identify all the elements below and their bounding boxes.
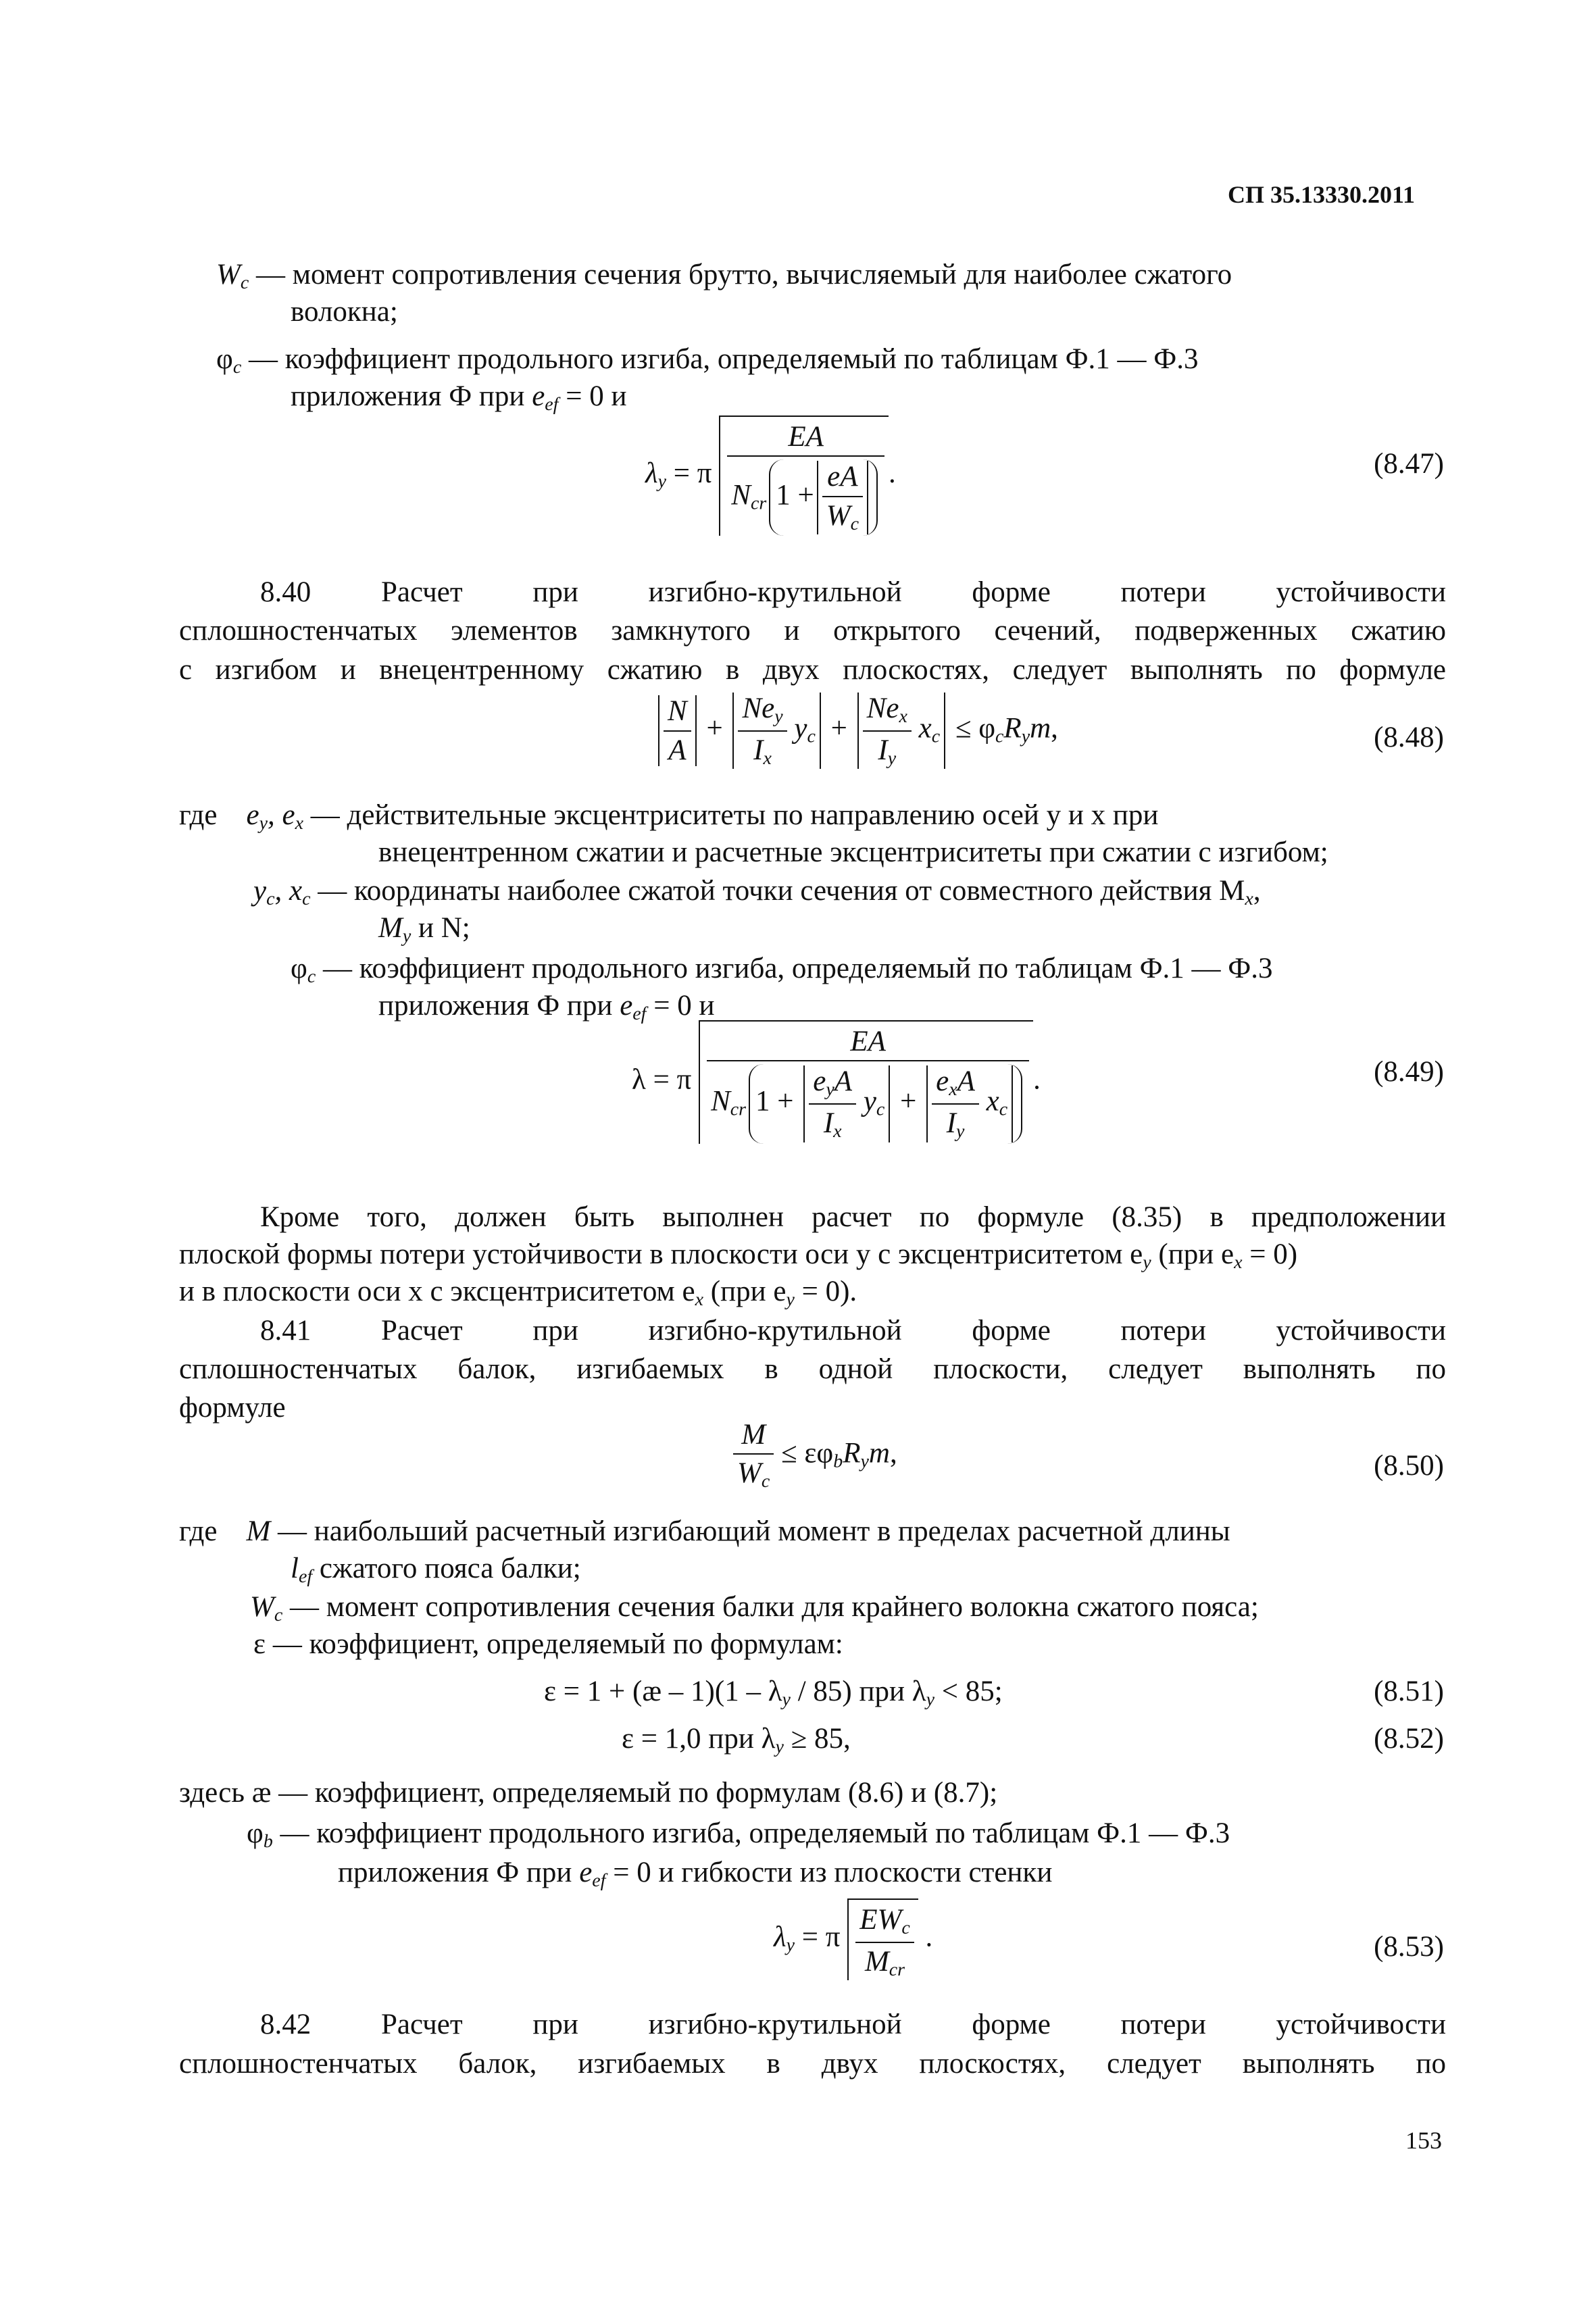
formula-number-8-48: (8.48)	[1374, 722, 1444, 753]
phic-definition-line2: приложения Ф при $e_{ef} = 0$ и	[291, 380, 627, 415]
besides-line1: Кроме того, должен быть выполнен расчет по формуле (8.35) в предположении	[260, 1201, 1446, 1233]
formula-8-47: $\lambda_y = \pi$ EA $N_{cr}$ 1 + $\frac{eA}{W_c}$ .	[645, 416, 896, 536]
page-number: 153	[1405, 2127, 1442, 2154]
formula-8-48: $\frac{N}{A}$ + $\frac{Ne_y}{I_x}$ $y_c$ + $\frac{Ne_x}{I_y}$ $x_c \le \varphi_cR_ym$,	[655, 693, 1058, 769]
formula-number-8-49: (8.49)	[1374, 1056, 1444, 1088]
formula-number-8-47: (8.47)	[1374, 448, 1444, 480]
formula-number-8-51: (8.51)	[1374, 1676, 1444, 1707]
besides-line2: плоской формы потери устойчивости в плоскости оси y с эксцентриситетом $e_y$ (при $e_x = 0$)	[179, 1238, 1298, 1273]
paragraph-8-42-line2: сплошностенчатых балок, изгибаемых в двух плоскостях, следует выполнять по	[179, 2048, 1446, 2080]
formula-8-49: λ = π EA $N_{cr}$ 1 + $\frac{e_yA}{I_x}$ $y_c$ + $\frac{e_xA}{I_y}$ $x_c$ .	[632, 1020, 1041, 1144]
ecc-definition-line1: где $e_y$, $e_x$ — действительные эксцентриситеты по направлению осей y и x при	[179, 799, 1159, 834]
formula-8-53: $\lambda_y = \pi$ $\frac{EW_c}{M_{cr}}$ .	[774, 1898, 932, 1980]
formula-8-50: $\frac{M}{W_c}$ ≤ $\varepsilon\varphi_bR_ym$,	[733, 1419, 897, 1492]
W-definition: $W_c$ — момент сопротивления сечения балки для крайнего волокна сжатого пояса;	[250, 1591, 1259, 1626]
paragraph-8-40-line2: сплошностенчатых элементов замкнутого и открытого сечений, подверженных сжатию	[179, 615, 1446, 647]
phic-definition2-line1: $\varphi_c$ — коэффициент продольного изгиба, определяемый по таблицам Ф.1 — Ф.3	[291, 953, 1273, 987]
paragraph-8-40-line1: 8.40 Расчет при изгибно-крутильной форме потери устойчивости	[260, 576, 1446, 608]
eps-definition: ε — коэффициент, определяемый по формулам:	[253, 1628, 843, 1660]
document-code: СП 35.13330.2011	[1228, 181, 1416, 208]
ae-definition: здесь æ — коэффициент, определяемый по формулам (8.6) и (8.7);	[179, 1777, 998, 1809]
wc-definition-line1: $W_c$ — момент сопротивления сечения брутто, вычисляемый для наиболее сжатого	[216, 259, 1232, 293]
phic-definition2-line2: приложения Ф при $e_{ef} = 0$ и	[378, 990, 715, 1024]
formula-8-51: ε = 1 + (æ – $1)(1 - \lambda_y / 85)$ при $\lambda_y < 85$;	[544, 1676, 1003, 1710]
formula-8-52: ε = 1,0 при $\lambda_y \ge 85$,	[622, 1723, 851, 1757]
wc-definition-line2: волокна;	[291, 296, 398, 328]
paragraph-8-41-line2: сплошностенчатых балок, изгибаемых в одной плоскости, следует выполнять по	[179, 1353, 1446, 1385]
phib-definition-line2: приложения Ф при $e_{ef} = 0$ и гибкости из плоскости стенки	[338, 1857, 1053, 1891]
coord-definition-line1: $y_c$, $x_c$ — координаты наиболее сжатой точки сечения от совместного действия $M_x$,	[253, 875, 1261, 909]
paragraph-8-40-line3: с изгибом и внецентренному сжатию в двух плоскостях, следует выполнять по формуле	[179, 654, 1446, 686]
paragraph-8-41-line3: формуле	[179, 1392, 286, 1424]
formula-number-8-50: (8.50)	[1374, 1450, 1444, 1482]
formula-number-8-53: (8.53)	[1374, 1931, 1444, 1963]
phib-definition-line1: $\varphi_b$ — коэффициент продольного изгиба, определяемый по таблицам Ф.1 — Ф.3	[247, 1817, 1230, 1852]
M-definition-line1: где M — наибольший расчетный изгибающий момент в пределах расчетной длины	[179, 1515, 1230, 1547]
paragraph-8-41-line1: 8.41 Расчет при изгибно-крутильной форме потери устойчивости	[260, 1315, 1446, 1347]
coord-definition-line2: $M_y$ и N;	[378, 912, 470, 947]
besides-line3: и в плоскости оси x с эксцентриситетом $e_x$ (при $e_y = 0$).	[179, 1276, 857, 1310]
M-definition-line2: $l_{ef}$ сжатого пояса балки;	[291, 1553, 581, 1587]
formula-number-8-52: (8.52)	[1374, 1723, 1444, 1755]
phic-definition-line1: $\varphi_c$ — коэффициент продольного изгиба, определяемый по таблицам Ф.1 — Ф.3	[216, 343, 1199, 378]
paragraph-8-42-line1: 8.42 Расчет при изгибно-крутильной форме потери устойчивости	[260, 2009, 1446, 2040]
ecc-definition-line2: внецентренном сжатии и расчетные эксцентриситеты при сжатии с изгибом;	[378, 836, 1328, 868]
